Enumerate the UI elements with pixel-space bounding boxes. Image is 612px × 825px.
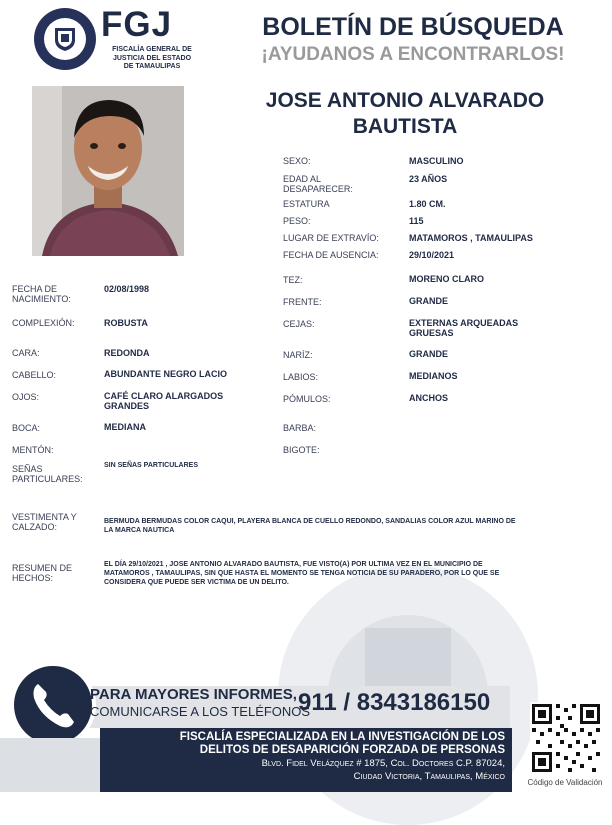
qr-caption: Código de Validación: [527, 778, 603, 787]
cabello-value: ABUNDANTE NEGRO LACIO: [104, 369, 227, 379]
phone-badge: [10, 662, 96, 748]
cabello-label: CABELLO:: [12, 370, 57, 380]
bigote-label: BIGOTE:: [283, 445, 320, 455]
nariz-label: NARÍZ:: [283, 350, 313, 360]
complexion-label: COMPLEXIÓN:: [12, 318, 75, 328]
boca-label: BOCA:: [12, 423, 41, 433]
edad-label: EDAD AL DESAPARECER:: [283, 174, 353, 194]
lugar-label: LUGAR DE EXTRAVÍO:: [283, 233, 379, 243]
contact-subheading: COMUNICARSE A LOS TELÉFONOS: [90, 704, 311, 719]
barba-label: BARBA:: [283, 423, 317, 433]
senas-value: SIN SEÑAS PARTICULARES: [104, 462, 198, 469]
address-line-1: Blvd. Fidel Velázquez # 1875, Col. Doctores C.P. 87024,: [261, 758, 505, 769]
cara-label: CARA:: [12, 348, 40, 358]
org-name: FISCALÍA GENERAL DE JUSTICIA DEL ESTADO DE TAMAULIPAS: [112, 46, 192, 70]
office-line-1: FISCALÍA ESPECIALIZADA EN LA INVESTIGACIÓN DE LOS: [179, 731, 505, 743]
labios-value: MEDIANOS: [409, 371, 458, 381]
vestimenta-value: BERMUDA BERMUDAS COLOR CAQUI, PLAYERA BLANCA DE CUELLO REDONDO, SANDALIAS COLOR AZUL MARINO DE LA MARCA NAUTICA: [104, 518, 516, 534]
nacimiento-value: 02/08/1998: [104, 284, 150, 294]
fecha-ausencia-value: 29/10/2021: [409, 250, 455, 260]
ojos-label: OJOS:: [12, 392, 40, 402]
vestimenta-label: VESTIMENTA Y CALZADO:: [12, 512, 77, 532]
office-line-2: DELITOS DE DESAPARICIÓN FORZADA DE PERSONAS: [199, 744, 505, 756]
pomulos-label: PÓMULOS:: [283, 394, 331, 404]
resumen-label: RESUMEN DE HECHOS:: [12, 563, 73, 583]
edad-value: 23 AÑOS: [409, 174, 448, 184]
nariz-value: GRANDE: [409, 349, 449, 359]
shield-icon: [53, 26, 77, 52]
contact-heading: PARA MAYORES INFORMES,: [90, 686, 297, 703]
phone-icon: [14, 666, 92, 744]
qr-code-icon: [530, 702, 602, 774]
labios-label: LABIOS:: [283, 372, 319, 382]
footer-accent: [0, 738, 110, 792]
peso-value: 115: [409, 216, 424, 226]
estatura-label: ESTATURA: [283, 199, 330, 209]
cejas-value: EXTERNAS ARQUEADAS GRUESAS: [409, 318, 519, 338]
address-line-2: Ciudad Victoria, Tamaulipas, México: [353, 771, 505, 782]
menton-label: MENTÓN:: [12, 445, 54, 455]
fecha-ausencia-label: FECHA DE AUSENCIA:: [283, 250, 379, 260]
ojos-value: CAFÉ CLARO ALARGADOS GRANDES: [104, 391, 224, 411]
resumen-value: EL DÍA 29/10/2021 , JOSE ANTONIO ALVARADO BAUTISTA, FUE VISTO(A) POR ULTIMA VEZ EN EL MUNICIPIO DE MATAMOROS , TAMAULIPAS, SIN QUE HASTA EL MOMENTO SE TENGA NOTICIA DE SU PARADERO, POR LO QUE SE CONSIDERA QUE PUEDE SER VICTIMA DE UN DELITO.: [104, 561, 500, 586]
frente-label: FRENTE:: [283, 297, 322, 307]
cejas-label: CEJAS:: [283, 319, 315, 329]
qr-code[interactable]: [530, 702, 602, 774]
boca-value: MEDIANA: [104, 422, 146, 432]
complexion-value: ROBUSTA: [104, 318, 148, 328]
lugar-value: MATAMOROS , TAMAULIPAS: [409, 233, 533, 243]
tez-value: MORENO CLARO: [409, 274, 484, 284]
frente-value: GRANDE: [409, 296, 449, 306]
sexo-value: MASCULINO: [409, 156, 464, 166]
estatura-value: 1.80 CM.: [409, 199, 446, 209]
person-photo-image: [32, 86, 184, 256]
logo-text: FGJ: [101, 5, 173, 44]
page-subtitle: ¡AYUDANOS A ENCONTRARLOS!: [261, 44, 565, 65]
peso-label: PESO:: [283, 216, 311, 226]
person-name: JOSE ANTONIO ALVARADO BAUTISTA: [265, 89, 545, 138]
sexo-label: SEXO:: [283, 156, 311, 166]
nacimiento-label: FECHA DE NACIMIENTO:: [12, 284, 71, 304]
person-photo: [32, 86, 184, 256]
cara-value: REDONDA: [104, 348, 150, 358]
page-title: BOLETÍN DE BÚSQUEDA: [262, 13, 564, 41]
senas-label: SEÑAS PARTICULARES:: [12, 464, 83, 484]
tez-label: TEZ:: [283, 275, 303, 285]
pomulos-value: ANCHOS: [409, 393, 449, 403]
phone-number[interactable]: 911 / 8343186150: [298, 689, 491, 716]
